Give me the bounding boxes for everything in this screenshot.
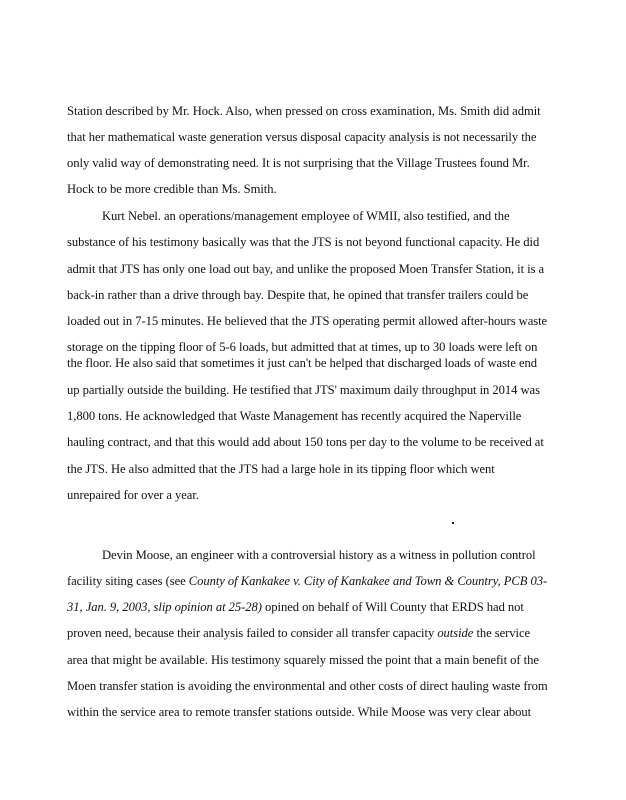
body-line: within the service area to remote transfer stations outside. While Moose was very clear about: [67, 705, 532, 719]
body-line: admit that JTS has only one load out bay, and unlike the proposed Moen Transfer Station, it is a: [67, 262, 545, 276]
body-line: Kurt Nebel. an operations/management employee of WMII, also testified, and the: [102, 209, 510, 223]
body-line: hauling contract, and that this would add about 150 tons per day to the volume to be received at: [67, 435, 544, 449]
body-line: Devin Moose, an engineer with a controversial history as a witness in pollution control: [102, 548, 536, 562]
body-line: loaded out in 7-15 minutes. He believed that the JTS operating permit allowed after-hours waste: [67, 314, 548, 328]
body-line: Station described by Mr. Hock. Also, when pressed on cross examination, Ms. Smith did admit: [67, 104, 541, 118]
body-line-with-emphasis: [67, 626, 530, 640]
body-line: 1,800 tons. He acknowledged that Waste Management has recently acquired the Naperville: [67, 409, 522, 423]
body-line: back-in rather than a drive through bay. Despite that, he opined that transfer trailers could be: [67, 288, 529, 302]
body-line: the JTS. He also admitted that the JTS had a large hole in its tipping floor which went: [67, 462, 495, 476]
text-run: facility siting cases (see: [67, 574, 189, 588]
body-line: up partially outside the building. He testified that JTS' maximum daily throughput in 2014 was: [67, 383, 540, 397]
body-line: unrepaired for over a year.: [67, 488, 199, 502]
text-run: the service: [473, 626, 531, 640]
body-line-with-citation: [67, 600, 524, 614]
body-line: that her mathematical waste generation versus disposal capacity analysis is not necessarily the: [67, 130, 537, 144]
body-line: the floor. He also said that sometimes it just can't be helped that discharged loads of waste end: [67, 356, 538, 370]
case-citation: County of Kankakee v. City of Kankakee and Town & Country, PCB 03-: [188, 574, 548, 588]
body-line: Hock to be more credible than Ms. Smith.: [67, 182, 277, 196]
body-line: Moen transfer station is avoiding the environmental and other costs of direct hauling waste from: [67, 679, 548, 693]
text-run: proven need, because their analysis failed to consider all transfer capacity: [67, 626, 438, 640]
case-citation: 31, Jan. 9, 2003, slip opinion at 25-28): [67, 600, 262, 614]
stray-mark: [452, 522, 454, 524]
body-line-with-citation: [67, 574, 547, 588]
body-line: only valid way of demonstrating need. It is not surprising that the Village Trustees found Mr.: [67, 156, 530, 170]
body-line: storage on the tipping floor of 5-6 loads, but admitted that at times, up to 30 loads were left on: [67, 340, 538, 354]
text-run: opined on behalf of Will County that ERDS had not: [261, 600, 524, 614]
emphasis: outside: [437, 626, 474, 640]
body-line: area that might be available. His testimony squarely missed the point that a main benefit of the: [67, 653, 539, 667]
body-line: substance of his testimony basically was that the JTS is not beyond functional capacity. He did: [67, 235, 540, 249]
